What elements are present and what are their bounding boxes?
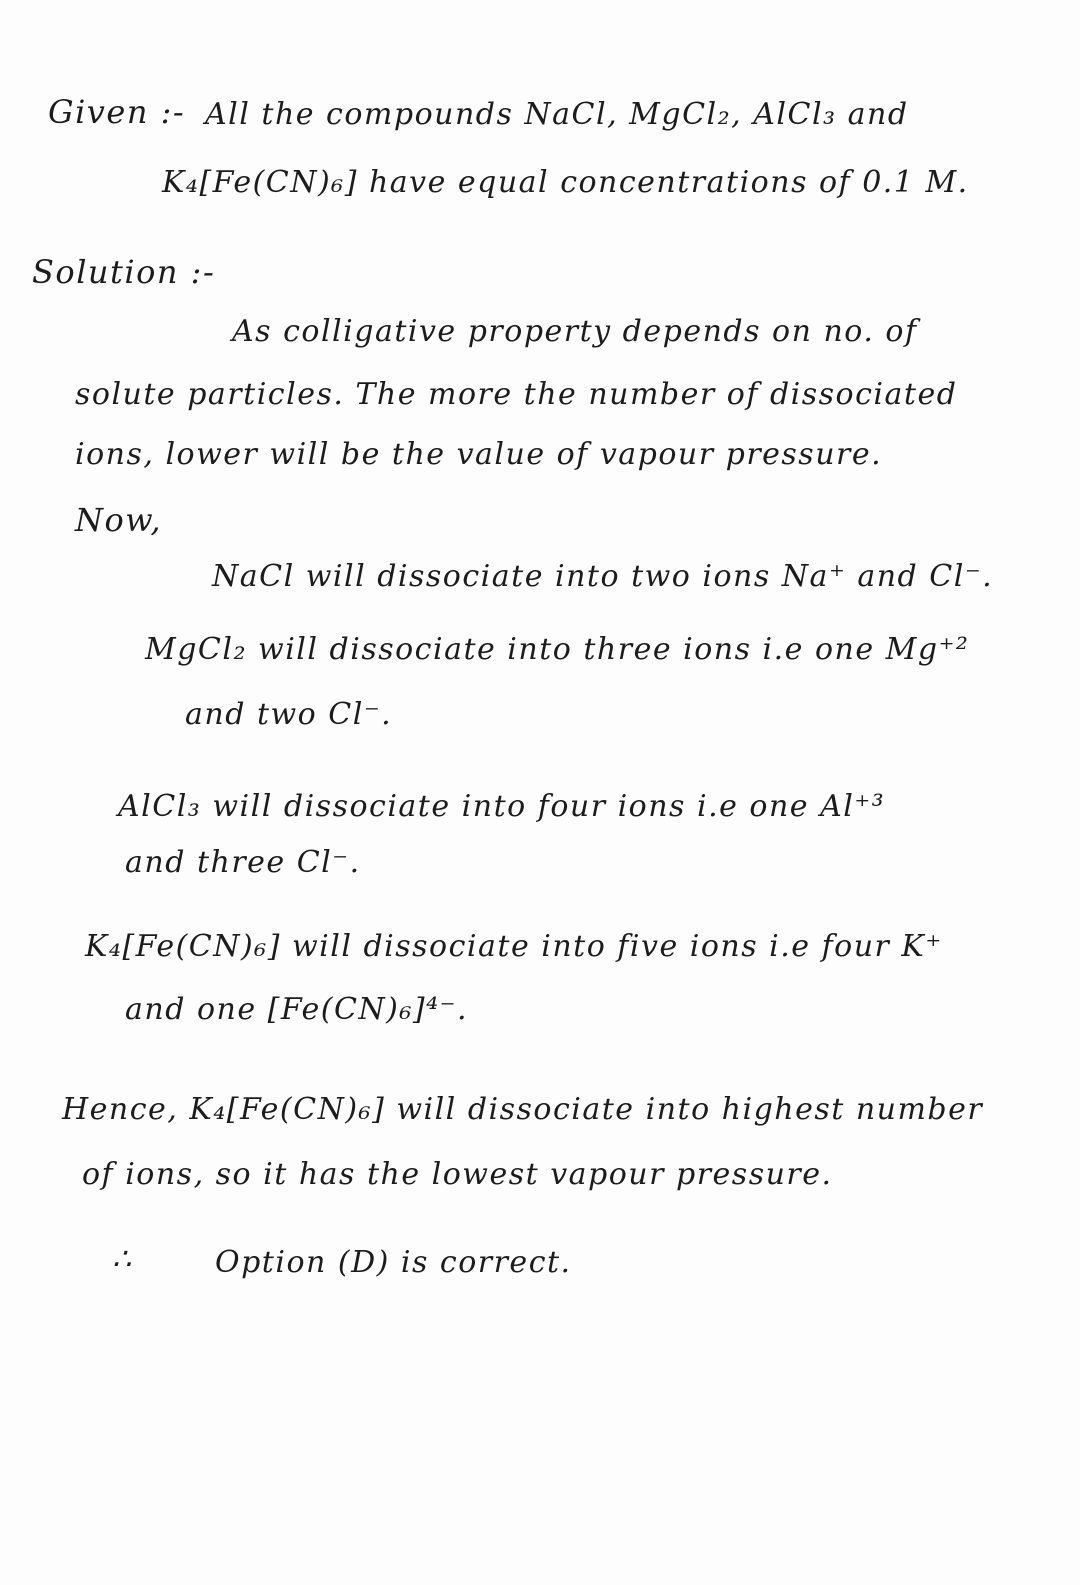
- k4fecn6-line-1: K₄[Fe(CN)₆] will dissociate into five ions i.e four K⁺: [85, 929, 943, 964]
- now-label: Now,: [75, 501, 163, 539]
- hence-line-1: Hence, K₄[Fe(CN)₆] will dissociate into highest number: [62, 1092, 984, 1127]
- nacl-line: NaCl will dissociate into two ions Na⁺ and Cl⁻.: [212, 559, 994, 594]
- therefore-symbol: ∴: [112, 1242, 133, 1277]
- hence-line-2: of ions, so it has the lowest vapour pressure.: [82, 1157, 833, 1192]
- solution-intro-line-3: ions, lower will be the value of vapour pressure.: [75, 437, 883, 472]
- solution-label: Solution :-: [32, 253, 216, 291]
- alcl3-line-1: AlCl₃ will dissociate into four ions i.e one Al⁺³: [118, 789, 886, 824]
- given-line-2: K₄[Fe(CN)₆] have equal concentrations of 0.1 M.: [162, 165, 969, 200]
- given-line-1: All the compounds NaCl, MgCl₂, AlCl₃ and: [205, 97, 909, 132]
- k4fecn6-line-2: and one [Fe(CN)₆]⁴⁻.: [125, 992, 468, 1027]
- mgcl2-line-2: and two Cl⁻.: [185, 697, 393, 732]
- solution-intro-line-2: solute particles. The more the number of dissociated: [75, 377, 958, 412]
- mgcl2-line-1: MgCl₂ will dissociate into three ions i.e one Mg⁺²: [145, 632, 970, 667]
- alcl3-line-2: and three Cl⁻.: [125, 845, 361, 880]
- given-label: Given :-: [48, 93, 186, 131]
- solution-intro-line-1: As colligative property depends on no. of: [232, 314, 918, 349]
- conclusion-line: Option (D) is correct.: [215, 1245, 572, 1280]
